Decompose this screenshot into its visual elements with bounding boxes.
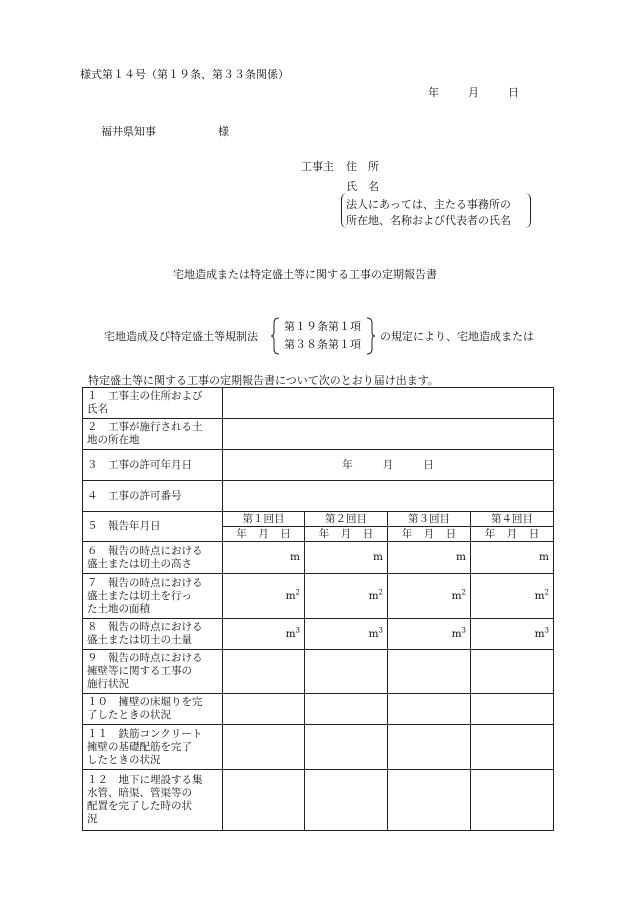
area-cell-2 — [305, 574, 388, 619]
unit-sup3: 3 — [461, 626, 466, 634]
row-permit-number-label: ４ 工事の許可番号 — [83, 481, 223, 512]
cell — [388, 694, 471, 725]
ymd-year: 年 — [484, 527, 496, 540]
unit-m2: m — [285, 589, 296, 602]
unit-sup2: 2 — [461, 588, 466, 596]
volume-cell-3 — [388, 619, 471, 650]
volume-cell-1 — [223, 619, 305, 650]
ymd-month: 月 — [340, 527, 352, 540]
permit-year: 年 — [342, 458, 353, 471]
document-title: 宅地造成または特定盛土等に関する工事の定期報告書 — [173, 268, 437, 281]
height-cell-3 — [388, 542, 471, 574]
unit-m3: m — [368, 627, 379, 640]
cell — [388, 770, 471, 831]
law-name: 宅地造成及び特定盛土等規制法 — [104, 330, 258, 343]
ymd-day: 日 — [528, 527, 540, 540]
name-label: 氏 名 — [346, 180, 379, 193]
area-cell-4 — [471, 574, 554, 619]
unit-m: m — [539, 551, 549, 563]
row-permit-date-value — [223, 450, 554, 481]
row-excavation-label: １０ 擁壁の床堀りを完 了したときの状況 — [83, 694, 223, 725]
right-brace — [366, 317, 376, 355]
row-excavation — [83, 694, 554, 725]
unit-sup2: 2 — [295, 588, 300, 596]
period-1: 第１回目 — [223, 512, 305, 527]
row-retaining-wall-status — [83, 650, 554, 694]
cell — [471, 770, 554, 831]
unit-sup3: 3 — [295, 626, 300, 634]
cell — [223, 770, 305, 831]
period-3: 第３回目 — [388, 512, 471, 527]
report-date-3 — [388, 527, 471, 542]
corporate-note-line2: 所在地、名称および代表者の氏名 — [346, 214, 511, 227]
row-permit-date-label: ３ 工事の許可年月日 — [83, 450, 223, 481]
address-label: 住 所 — [346, 160, 379, 173]
row-height — [83, 542, 554, 574]
cell — [388, 725, 471, 770]
unit-sup2: 2 — [378, 588, 383, 596]
unit-m2: m — [451, 589, 462, 602]
report-date-4 — [471, 527, 554, 542]
header-date — [428, 84, 519, 100]
row-drainage — [83, 770, 554, 831]
honorific: 様 — [218, 125, 229, 138]
permit-day: 日 — [423, 458, 434, 471]
cell — [471, 694, 554, 725]
ymd-year: 年 — [401, 527, 413, 540]
cell — [471, 725, 554, 770]
unit-m: m — [290, 551, 300, 563]
row-applicant-label: １ 工事主の住所および 氏名 — [83, 388, 223, 419]
row-retaining-wall-status-label: ９ 報告の時点における 擁壁等に関する工事の 施行状況 — [83, 650, 223, 694]
unit-m: m — [373, 551, 383, 563]
volume-cell-4 — [471, 619, 554, 650]
body-line2: 特定盛土等に関する工事の定期報告書について次のとおり届け出ます。 — [88, 374, 439, 387]
cell — [388, 650, 471, 694]
row-volume-label: ８ 報告の時点における 盛土または切土の土量 — [83, 619, 223, 650]
row-applicant-value — [223, 388, 554, 419]
row-area-label: ７ 報告の時点における 盛土または切土を行っ た土地の面積 — [83, 574, 223, 619]
row-drainage-label: １２ 地下に埋設する集 水管、暗渠、管渠等の 配置を完了した時の状 況 — [83, 770, 223, 831]
corporate-note-line1: 法人にあっては、主たる事務所の — [346, 198, 511, 211]
height-cell-1 — [223, 542, 305, 574]
ymd-month: 月 — [506, 527, 518, 540]
ymd-day: 日 — [280, 527, 291, 540]
row-applicant — [83, 388, 554, 419]
ymd-month: 月 — [258, 527, 269, 540]
left-brace — [270, 317, 280, 355]
unit-m3: m — [285, 627, 296, 640]
clause-19: 第１９条第１項 — [284, 320, 361, 333]
row-area — [83, 574, 554, 619]
unit-sup2: 2 — [544, 588, 549, 596]
cell — [305, 694, 388, 725]
applicant-role-label: 工事主 — [301, 160, 334, 173]
ymd-day: 日 — [445, 527, 457, 540]
row-rebar — [83, 725, 554, 770]
period-2: 第２回目 — [305, 512, 388, 527]
row-permit-number-value — [223, 481, 554, 512]
row-location — [83, 419, 554, 450]
unit-m2: m — [368, 589, 379, 602]
ymd-month: 月 — [423, 527, 435, 540]
period-4: 第４回目 — [471, 512, 554, 527]
area-cell-1 — [223, 574, 305, 619]
row-report-date-label: ５ 報告年月日 — [83, 512, 223, 542]
row-height-label: ６ 報告の時点における 盛土または切土の高さ — [83, 542, 223, 574]
form-number: 様式第１４号（第１９条、第３３条関係） — [80, 68, 289, 81]
height-cell-2 — [305, 542, 388, 574]
report-date-2 — [305, 527, 388, 542]
date-year: 年 — [428, 86, 439, 99]
report-table — [82, 387, 554, 831]
cell — [305, 650, 388, 694]
row-location-label: ２ 工事が施行される土 地の所在地 — [83, 419, 223, 450]
addressee: 福井県知事 — [101, 125, 156, 138]
unit-m3: m — [534, 627, 545, 640]
date-day: 日 — [508, 86, 519, 99]
cell — [471, 650, 554, 694]
cell — [305, 770, 388, 831]
cell — [305, 725, 388, 770]
permit-month: 月 — [382, 458, 394, 471]
date-month: 月 — [468, 86, 479, 99]
clause-38: 第３８条第１項 — [284, 338, 361, 351]
unit-sup3: 3 — [544, 626, 549, 634]
cell — [223, 725, 305, 770]
after-clause-text: の規定により、宅地造成または — [380, 330, 534, 343]
ymd-year: 年 — [318, 527, 330, 540]
ymd-year: 年 — [236, 527, 247, 540]
row-rebar-label: １１ 鉄筋コンクリート 擁壁の基礎配筋を完了 したときの状況 — [83, 725, 223, 770]
report-date-1 — [223, 527, 305, 542]
row-location-value — [223, 419, 554, 450]
ymd-day: 日 — [362, 527, 374, 540]
unit-m2: m — [534, 589, 545, 602]
cell — [223, 650, 305, 694]
cell — [223, 694, 305, 725]
row-volume — [83, 619, 554, 650]
volume-cell-2 — [305, 619, 388, 650]
row-report-date-header — [83, 512, 554, 527]
unit-m: m — [456, 551, 466, 563]
unit-m3: m — [451, 627, 462, 640]
area-cell-3 — [388, 574, 471, 619]
row-permit-date — [83, 450, 554, 481]
height-cell-4 — [471, 542, 554, 574]
row-permit-number — [83, 481, 554, 512]
unit-sup3: 3 — [378, 626, 383, 634]
